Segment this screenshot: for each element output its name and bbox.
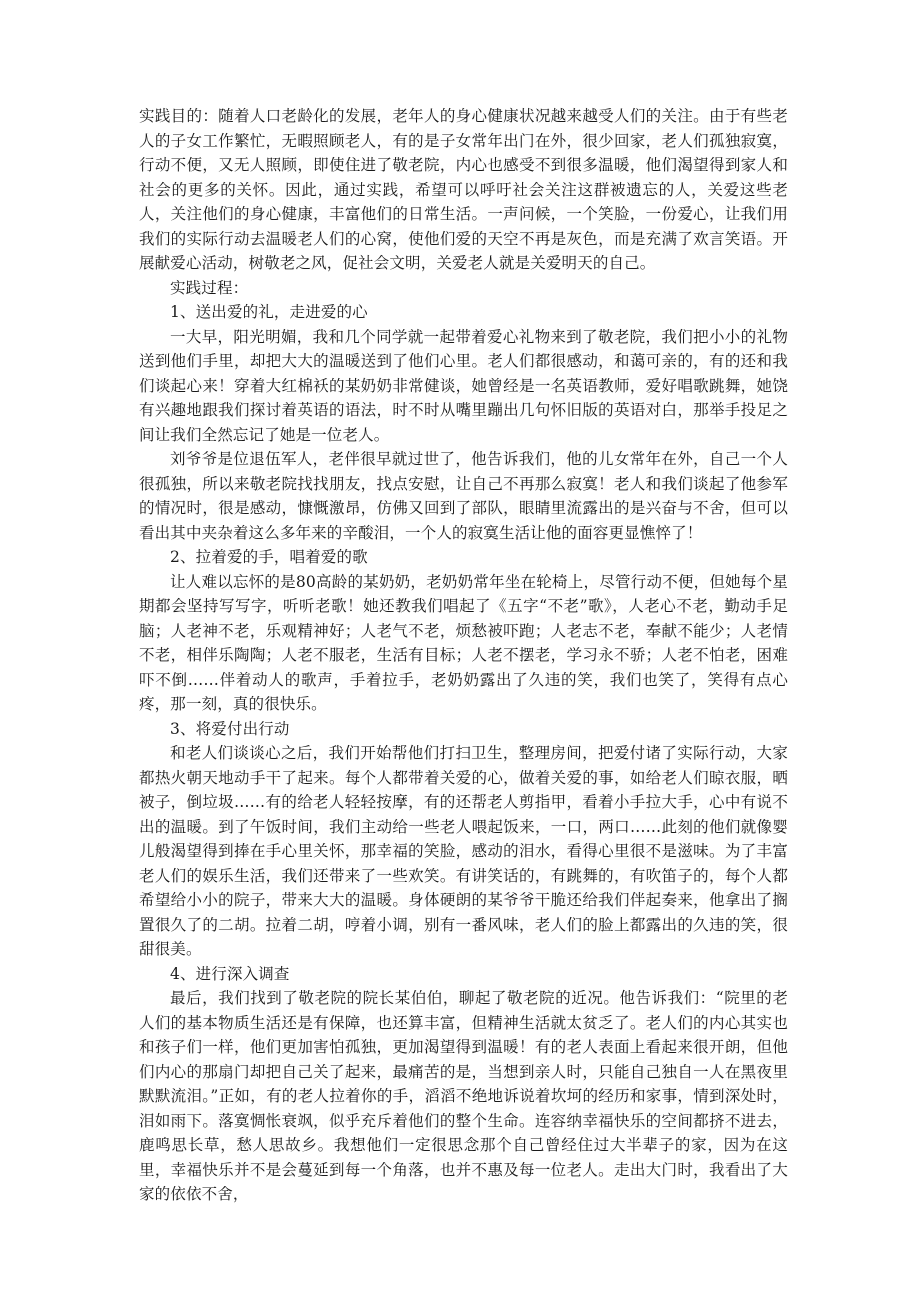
document-body — [139, 104, 788, 1207]
section-heading-3: 3、将爱付出行动 — [170, 719, 290, 738]
section-heading-4: 4、进行深入调查 — [170, 964, 290, 983]
section-heading-2: 2、拉着爱的手，唱着爱的歌 — [170, 548, 368, 566]
section-2-paragraph-1: 让人难以忘怀的是80高龄的某奶奶，老奶奶常年坐在轮椅上，尽管行动不便，但她每个星期都会坚持写写字，听听老歌！她还教我们唱起了《五字“不老”歌》，人老心不老，勤动手足脑；人老神不老，乐观精神好；人老气不老，烦愁被吓跑；人老志不老，奉献不能少；人老情不老，相伴乐陶陶；人老不服老，生活有目标；人老不摆老，学习永不骄；人老不怕老，困难吓不倒……伴着动人的歌声，手着拉手，老奶奶露出了久违的笑，我们也笑了，笑得有点心疼，那一刻，真的很快乐。 — [139, 572, 788, 713]
section-1-paragraph-1: 一大早，阳光明媚，我和几个同学就一起带着爱心礼物来到了敬老院，我们把小小的礼物送到他们手里，却把大大的温暖送到了他们心里。老人们都很感动，和蔼可亲的，有的还和我们谈起心来！穿着大红棉袄的某奶奶非常健谈，她曾经是一名英语教师，爱好唱歌跳舞，她饶有兴趣地跟我们探讨着英语的语法，时不时从嘴里蹦出几句怀旧版的英语对白，那举手投足之间让我们全然忘记了她是一位老人。 — [139, 327, 788, 444]
intro-paragraph: 实践目的：随着人口老龄化的发展，老年人的身心健康状况越来越受人们的关注。由于有些老人的子女工作繁忙，无暇照顾老人，有的是子女常年出门在外，很少回家，老人们孤独寂寞，行动不便，又无人照顾，即使住进了敬老院，内心也感受不到很多温暖，他们渴望得到家人和社会的更多的关怀。因此，通过实践，希望可以呼吁社会关注这群被遗忘的人，关爱这些老人，关注他们的身心健康，丰富他们的日常生活。一声问候，一个笑脸，一份爱心，让我们用我们的实际行动去温暖老人们的心窝，使他们爱的天空不再是灰色，而是充满了欢言笑语。开展献爱心活动，树敬老之风，促社会文明，关爱老人就是关爱明天的自己。 — [139, 107, 788, 272]
section-1-paragraph-2: 刘爷爷是位退伍军人，老伴很早就过世了，他告诉我们，他的儿女常年在外，自己一个人很孤独，所以来敬老院找找朋友，找点安慰，让自己不再那么寂寞！老人和我们谈起了他参军的情况时，很是感动，慷慨激昂，仿佛又回到了部队，眼睛里流露出的是兴奋与不舍，但可以看出其中夹杂着这么多年来的辛酸泪，一个人的寂寞生活让他的面容更显憔悴了！ — [139, 450, 788, 542]
process-label: 实践过程： — [170, 278, 249, 297]
section-3-paragraph-1: 和老人们谈谈心之后，我们开始帮他们打扫卫生，整理房间，把爱付诸了实际行动，大家都热火朝天地动手干了起来。每个人都带着关爱的心，做着关爱的事，如给老人们晾衣服，晒被子，倒垃圾……有的给老人轻轻按摩，有的还帮老人剪指甲，看着小手拉大手，心中有说不出的温暖。到了午饭时间，我们主动给一些老人喂起饭来，一口，两口……此刻的他们就像婴儿般渴望得到捧在手心里关怀，那幸福的笑脸，感动的泪水，看得心里很不是滋味。为了丰富老人们的娱乐生活，我们还带来了一些欢笑。有讲笑话的，有跳舞的，有吹笛子的，每个人都希望给小小的院子，带来大大的温暖。身体硬朗的某爷爷干脆还给我们伴起奏来，他拿出了搁置很久了的二胡。拉着二胡，哼着小调，别有一番风味，老人们的脸上都露出的久违的笑，很甜很美。 — [139, 744, 788, 958]
section-4-paragraph-1: 最后，我们找到了敬老院的院长某伯伯，聊起了敬老院的近况。他告诉我们：“院里的老人们的基本物质生活还是有保障，也还算丰富，但精神生活就太贫乏了。老人们的内心其实也和孩子们一样，他们更加害怕孤独，更加渴望得到温暖！有的老人表面上看起来很开朗，但他们内心的那扇门却把自己关了起来，最痛苦的是，当想到亲人时，只能自己独自一人在黑夜里默默流泪。”正如，有的老人拉着你的手，滔滔不绝地诉说着坎坷的经历和家事，情到深处时，泪如雨下。落寞惆怅衰飒，似乎充斥着他们的整个生命。连容纳幸福快乐的空间都挤不进去，鹿鸣思长草，愁人思故乡。我想他们一定很思念那个自己曾经住过大半辈子的家，因为在这里，幸福快乐并不是会蔓延到每一个角落，也并不惠及每一位老人。走出大门时，我看出了大家的依依不舍， — [139, 989, 788, 1203]
section-heading-1: 1、送出爱的礼，走进爱的心 — [170, 303, 368, 321]
